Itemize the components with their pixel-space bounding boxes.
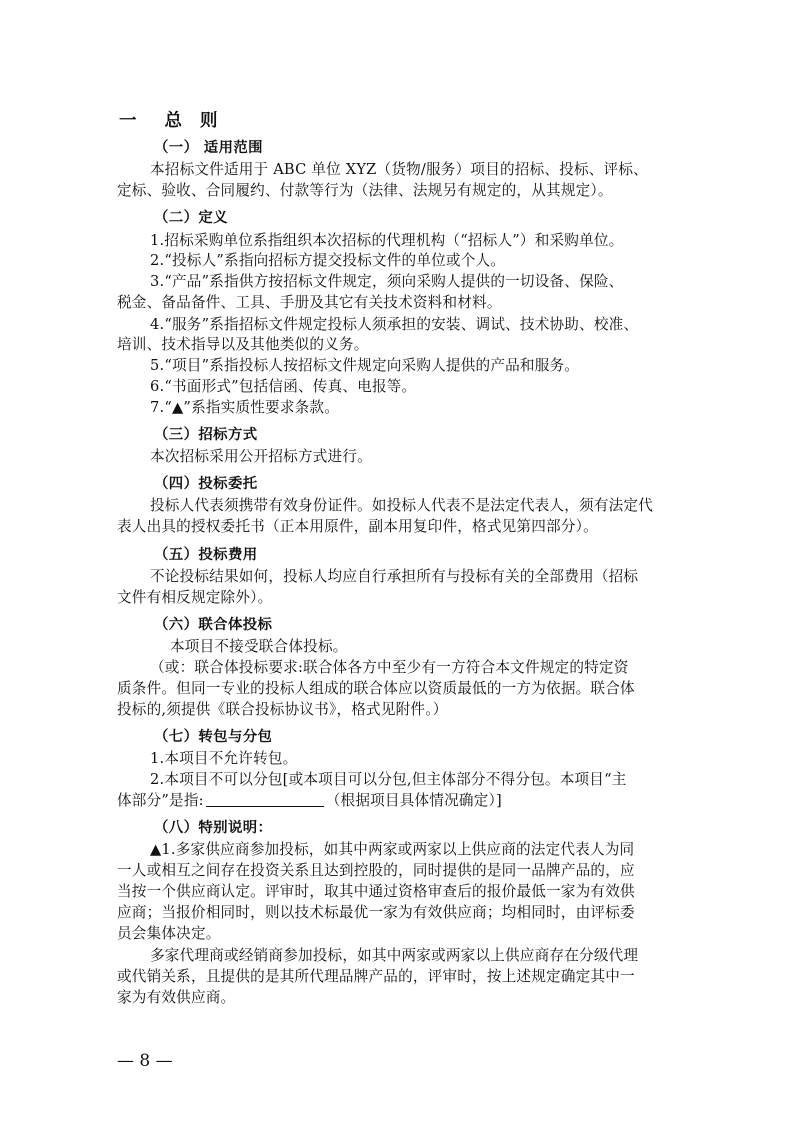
definition-item: 2.“投标人”系指向招标方提交投标文件的单位或个人。: [150, 252, 506, 269]
definition-item-continued: 培训、技术指导以及其他类似的义务。: [117, 336, 369, 353]
section-heading-bidding-method: （三）招标方式: [154, 427, 258, 443]
costs-paragraph-line: 不论投标结果如何，投标人均应自行承担所有与投标有关的全部费用（招标: [150, 568, 639, 585]
special-notes-line: 一人或相互之间存在投资关系且达到控股的，同时提供的是同一品牌产品的，应: [117, 862, 635, 879]
definition-item: 1.招标采购单位系指组织本次招标的代理机构（“招标人”）和采购单位。: [150, 232, 624, 249]
special-notes-line: 员会集体决定。: [117, 925, 221, 942]
special-notes-line: 多家代理商或经销商参加投标，如其中两家或两家以上供应商存在分级代理: [150, 947, 639, 964]
scope-paragraph-line: 定标、验收、合同履约、付款等行为（法律、法规另有规定的，从其规定）。: [117, 182, 613, 199]
section-heading-subcontracting: （七）转包与分包: [154, 729, 273, 745]
section-heading-special-notes: （八）特别说明：: [154, 820, 273, 836]
chapter-title-char-2: 则: [200, 111, 218, 131]
consortium-paragraph-line: （或：联合体投标要求:联合体各方中至少有一方符合本文件规定的特定资: [150, 659, 629, 676]
definition-item-continued: 税金、备品备件、工具、手册及其它有关技术资料和材料。: [117, 294, 502, 311]
consortium-paragraph-line: 质条件。但同一专业的投标人组成的联合体应以资质最低的一方为依据。联合体: [117, 680, 635, 697]
section-heading-scope: （一） 适用范围: [154, 140, 263, 156]
definition-item: 6.“书面形式”包括信函、传真、电报等。: [150, 378, 417, 395]
section-heading-authorization: （四）投标委托: [154, 476, 258, 492]
consortium-paragraph-line: 投标的,须提供《联合投标协议书》，格式见附件。）: [117, 701, 448, 718]
subcontracting-item: 1.本项目不允许转包。: [150, 750, 298, 767]
subcontracting-item: 2.本项目不可以分包[或本项目可以分包,但主体部分不得分包。本项目“主: [150, 771, 627, 788]
consortium-paragraph-line: 本项目不接受联合体投标。: [170, 638, 348, 655]
subcontracting-item-continued: [117, 791, 502, 811]
costs-paragraph-line: 文件有相反规定除外）。: [117, 589, 273, 606]
special-notes-line: 应商；当报价相同时，则以技术标最优一家为有效供应商；均相同时，由评标委: [117, 904, 635, 921]
main-part-label: 体部分”是指:: [117, 792, 204, 809]
fill-in-blank[interactable]: [206, 792, 324, 807]
special-notes-line: 当按一个供应商认定。评审时，取其中通过资格审查后的报价最低一家为有效供: [117, 883, 635, 900]
section-heading-definitions: （二）定义: [154, 210, 228, 226]
special-notes-line: ▲1.多家供应商参加投标，如其中两家或两家以上供应商的法定代表人为同: [150, 841, 635, 858]
chapter-title-char-1: 总: [164, 111, 182, 131]
authorization-paragraph-line: 表人出具的授权委托书（正本用原件，副本用复印件，格式见第四部分）。: [117, 518, 598, 535]
definition-item: 5.“项目”系指投标人按招标文件规定向采购人提供的产品和服务。: [150, 357, 580, 374]
main-part-note: （根据项目具体情况确定）]: [325, 792, 502, 809]
bidding-method-paragraph: 本次招标采用公开招标方式进行。: [150, 448, 372, 465]
authorization-paragraph-line: 投标人代表须携带有效身份证件。如投标人代表不是法定代表人，须有法定代: [150, 497, 653, 514]
definition-item: 3.“产品”系指供方按招标文件规定，须向采购人提供的一切设备、保险、: [150, 273, 624, 290]
definition-item: 7.“▲”系指实质性要求条款。: [150, 399, 340, 416]
chapter-heading: [119, 107, 218, 132]
scope-paragraph-line: 本招标文件适用于 ABC 单位 XYZ（货物/服务）项目的招标、投标、评标、: [150, 161, 648, 178]
definition-item: 4.“服务”系指招标文件规定投标人须承担的安装、调试、技术协助、校准、: [150, 316, 639, 333]
special-notes-line: 或代销关系，且提供的是其所代理品牌产品的，评审时，按上述规定确定其中一: [117, 968, 635, 985]
chapter-number: 一: [119, 111, 137, 131]
section-heading-consortium: （六）联合体投标: [154, 617, 273, 633]
page-number: — 8 —: [117, 1051, 173, 1071]
section-heading-costs: （五）投标费用: [154, 547, 258, 563]
special-notes-line: 家为有效供应商。: [117, 989, 236, 1006]
